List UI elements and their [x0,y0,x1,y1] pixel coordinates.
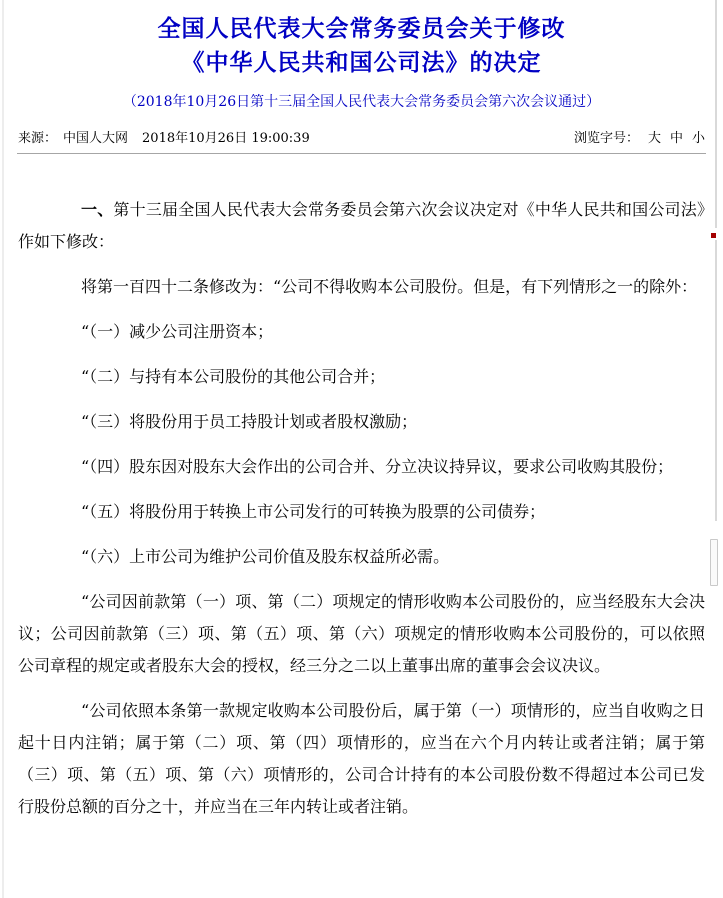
font-size-control [574,127,705,146]
source-info [18,127,316,146]
header-divider [17,153,706,154]
body-paragraph: “（六）上市公司为维护公司价值及股东权益所必需。 [81,547,450,566]
scrollbar-thumb[interactable] [710,539,718,586]
body-paragraph: “（二）与持有本公司股份的其他公司合并； [81,367,386,386]
page-title-line2: 《中华人民共和国公司法》的决定 [181,49,542,76]
font-size-medium-button[interactable]: 中 [669,131,683,146]
body-paragraph: “公司依照本条第一款规定收购本公司股份后，属于第（一）项情形的，应当自收购之日起十日内注销；属于第（二）项、第（四）项情形的，应当在六个月内转让或者注销；属于第（三）项、第（五）项、第（六）项情形的，公司合计持有的本公司股份数不得超过本公司已发行股份总额的百分之十，并应当在三年内转让或者注销。 [18,701,705,816]
meta-row [18,127,705,146]
page-right-border-top [715,0,717,228]
body-paragraph: “（四）股东因对股东大会作出的公司合并、分立决议持异议，要求公司收购其股份； [81,457,674,476]
document-header [0,0,723,154]
document-body [18,194,705,823]
publish-datetime: 2018年10月26日 19:00:39 [142,131,310,146]
body-paragraph: 将第一百四十二条修改为：“公司不得收购本公司股份。但是，有下列情形之一的除外： [81,277,698,296]
page-title [40,12,683,80]
red-marker [711,233,716,238]
source-name: 中国人大网 [63,131,129,146]
page-title-line1: 全国人民代表大会常务委员会关于修改 [157,15,566,42]
body-paragraph: “（五）将股份用于转换上市公司发行的可转换为股票的公司债券； [81,502,546,521]
body-paragraph: “（三）将股份用于员工持股计划或者股权激励； [81,412,418,431]
font-size-small-button[interactable]: 小 [691,131,705,146]
font-size-label: 浏览字号： [573,131,639,146]
font-size-large-button[interactable]: 大 [647,131,661,146]
body-paragraph: “（一）减少公司注册资本； [81,322,274,341]
paragraph-lead: 一、 [81,200,114,219]
document-subtitle: （2018年10月26日第十三届全国人民代表大会常务委员会第六次会议通过） [122,94,601,110]
page-right-border-bottom [715,240,717,521]
body-paragraph: 一、第十三届全国人民代表大会常务委员会第六次会议决定对《中华人民共和国公司法》作如下修改： [18,200,705,251]
source-label: 来源： [18,131,58,146]
page-left-border [2,0,4,898]
body-paragraph: “公司因前款第（一）项、第（二）项规定的情形收购本公司股份的，应当经股东大会决议；公司因前款第（三）项、第（五）项、第（六）项规定的情形收购本公司股份的，可以依照公司章程的规定或者股东大会的授权，经三分之二以上董事出席的董事会会议决议。 [18,592,705,675]
